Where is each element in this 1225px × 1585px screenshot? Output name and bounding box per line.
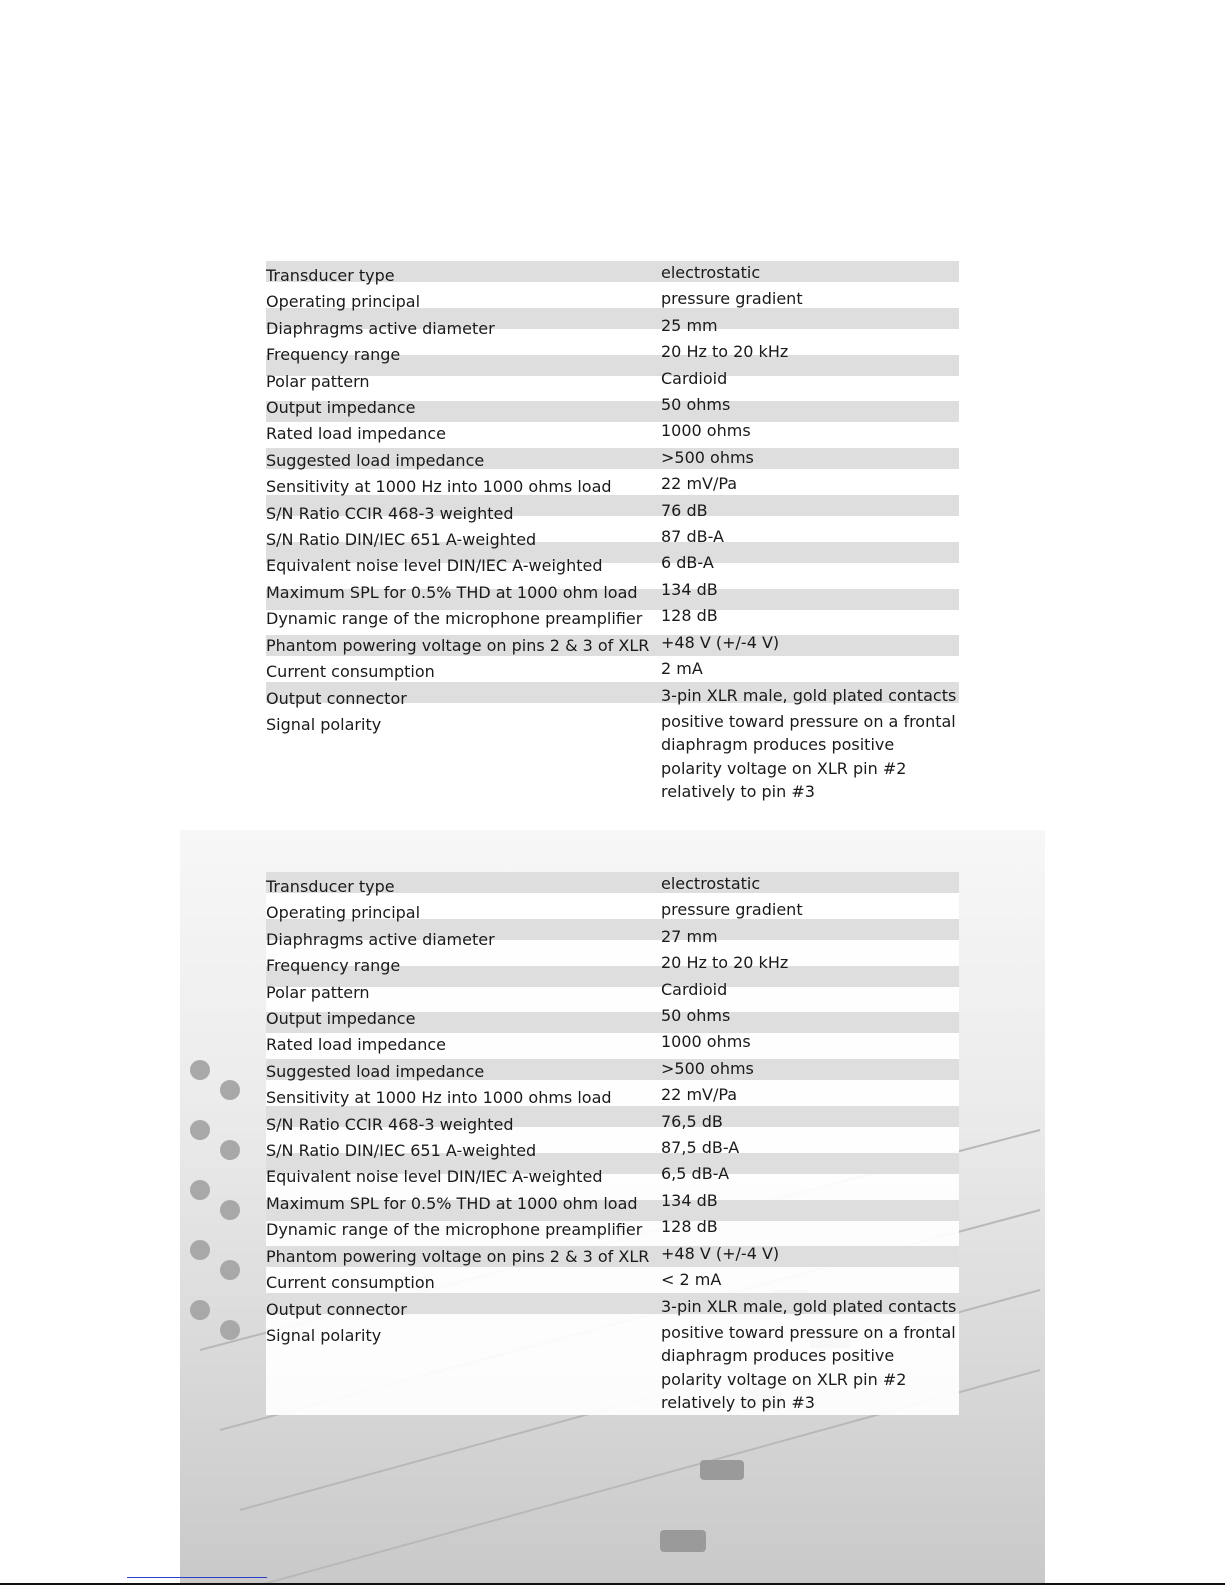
- spec-label: Transducer type: [266, 877, 395, 896]
- spec-label: Sensitivity at 1000 Hz into 1000 ohms load: [266, 477, 612, 497]
- spec-value: 3-pin XLR male, gold plated contacts: [661, 1296, 957, 1316]
- spec-row: [266, 472, 959, 498]
- spec-label: S/N Ratio CCIR 468-3 weighted: [266, 503, 514, 523]
- spec-row: [266, 1136, 959, 1162]
- spec-row: [266, 393, 959, 419]
- spec-value: 20 Hz to 20 kHz: [661, 342, 789, 362]
- spec-value: 6 dB-A: [661, 553, 714, 573]
- spec-row: [266, 314, 959, 340]
- spec-value: >500 ohms: [661, 447, 754, 467]
- spec-row: [266, 978, 959, 1004]
- spec-row: [266, 951, 959, 977]
- spec-value: 87,5 dB-A: [661, 1138, 740, 1158]
- spec-label: Suggested load impedance: [266, 1061, 485, 1081]
- spec-label: Rated load impedance: [266, 424, 446, 444]
- spec-value: 27 mm: [661, 926, 718, 946]
- spec-value: 3-pin XLR male, gold plated contacts: [661, 685, 957, 705]
- spec-label: Diaphragms active diameter: [266, 929, 495, 949]
- spec-row: [266, 1004, 959, 1030]
- spec-row: [266, 499, 959, 525]
- spec-row: [266, 631, 959, 657]
- spec-label: S/N Ratio DIN/IEC 651 A-weighted: [266, 1141, 537, 1161]
- spec-row: [266, 1189, 959, 1215]
- spec-row: [266, 898, 959, 924]
- spec-label: Rated load impedance: [266, 1035, 446, 1055]
- spec-value: pressure gradient: [661, 289, 803, 309]
- spec-label: Signal polarity: [266, 714, 382, 734]
- spec-row: [266, 551, 959, 577]
- spec-row: [266, 578, 959, 604]
- spec-value: 50 ohms: [661, 395, 731, 415]
- spec-value: +48 V (+/-4 V): [661, 632, 780, 652]
- spec-label: Dynamic range of the microphone preamplifier: [266, 1220, 643, 1240]
- spec-label: Current consumption: [266, 1273, 435, 1293]
- spec-label: Polar pattern: [266, 982, 370, 1002]
- spec-label: S/N Ratio DIN/IEC 651 A-weighted: [266, 530, 537, 550]
- spec-row: [266, 1268, 959, 1294]
- spec-value: pressure gradient: [661, 900, 803, 920]
- spec-label: Maximum SPL for 0.5% THD at 1000 ohm load: [266, 582, 638, 602]
- spec-table-2: [266, 872, 959, 1415]
- spec-label: Output connector: [266, 688, 407, 708]
- spec-row: [266, 684, 959, 710]
- spec-row: [266, 872, 959, 898]
- spec-label: Frequency range: [266, 345, 401, 365]
- spec-label: Phantom powering voltage on pins 2 & 3 of XLR: [266, 635, 650, 655]
- spec-label: Transducer type: [266, 266, 395, 285]
- spec-value: 87 dB-A: [661, 527, 724, 547]
- spec-value: 76 dB: [661, 500, 708, 520]
- spec-label: Sensitivity at 1000 Hz into 1000 ohms load: [266, 1088, 612, 1108]
- spec-value: 20 Hz to 20 kHz: [661, 953, 789, 973]
- spec-value: 134 dB: [661, 579, 718, 599]
- spec-value: electrostatic: [661, 263, 761, 282]
- spec-label: Output impedance: [266, 398, 416, 418]
- spec-value: 22 mV/Pa: [661, 1085, 738, 1105]
- spec-label: Signal polarity: [266, 1325, 382, 1345]
- spec-row: [266, 925, 959, 951]
- spec-label: Maximum SPL for 0.5% THD at 1000 ohm load: [266, 1193, 638, 1213]
- spec-label: Suggested load impedance: [266, 450, 485, 470]
- spec-row: [266, 1215, 959, 1241]
- spec-value: 50 ohms: [661, 1006, 731, 1026]
- spec-value: electrostatic: [661, 874, 761, 893]
- spec-value: 22 mV/Pa: [661, 474, 738, 494]
- spec-value: >500 ohms: [661, 1058, 754, 1078]
- spec-value: 2 mA: [661, 659, 703, 679]
- spec-value: 134 dB: [661, 1190, 718, 1210]
- spec-row: [266, 604, 959, 630]
- spec-row: [266, 340, 959, 366]
- spec-row: [266, 1162, 959, 1188]
- spec-label: Output connector: [266, 1299, 407, 1319]
- spec-value: positive toward pressure on a frontal diaphragm produces positive polarity voltage on XLR pin #2 relatively to pin #3: [661, 1322, 956, 1413]
- spec-value: 1000 ohms: [661, 421, 751, 441]
- spec-row: [266, 710, 959, 804]
- spec-label: Dynamic range of the microphone preamplifier: [266, 609, 643, 629]
- spec-row: [266, 1030, 959, 1056]
- spec-row: [266, 367, 959, 393]
- spec-label: Equivalent noise level DIN/IEC A-weighted: [266, 556, 603, 576]
- spec-row: [266, 419, 959, 445]
- spec-value: Cardioid: [661, 979, 728, 999]
- spec-label: Frequency range: [266, 956, 401, 976]
- spec-row: [266, 1295, 959, 1321]
- spec-label: Phantom powering voltage on pins 2 & 3 of XLR: [266, 1246, 650, 1266]
- spec-label: Equivalent noise level DIN/IEC A-weighted: [266, 1167, 603, 1187]
- spec-table-1: [266, 261, 959, 804]
- spec-row: [266, 525, 959, 551]
- spec-label: Output impedance: [266, 1009, 416, 1029]
- spec-label: Polar pattern: [266, 371, 370, 391]
- spec-value: positive toward pressure on a frontal diaphragm produces positive polarity voltage on XLR pin #2 relatively to pin #3: [661, 711, 956, 802]
- spec-row: [266, 1242, 959, 1268]
- spec-label: Current consumption: [266, 662, 435, 682]
- spec-value: 1000 ohms: [661, 1032, 751, 1052]
- spec-row: [266, 1110, 959, 1136]
- spec-value: 6,5 dB-A: [661, 1164, 730, 1184]
- spec-value: < 2 mA: [661, 1270, 722, 1290]
- spec-label: S/N Ratio CCIR 468-3 weighted: [266, 1114, 514, 1134]
- footer-link-underline: [127, 1577, 267, 1578]
- spec-row: [266, 261, 959, 287]
- spec-row: [266, 657, 959, 683]
- spec-value: 25 mm: [661, 315, 718, 335]
- spec-row: [266, 1057, 959, 1083]
- spec-value: 128 dB: [661, 1217, 718, 1237]
- spec-value: Cardioid: [661, 368, 728, 388]
- spec-label: Operating principal: [266, 292, 421, 312]
- spec-row: [266, 1321, 959, 1415]
- spec-row: [266, 446, 959, 472]
- spec-value: 128 dB: [661, 606, 718, 626]
- spec-row: [266, 1083, 959, 1109]
- spec-row: [266, 287, 959, 313]
- spec-label: Diaphragms active diameter: [266, 318, 495, 338]
- spec-label: Operating principal: [266, 903, 421, 923]
- spec-value: +48 V (+/-4 V): [661, 1243, 780, 1263]
- spec-value: 76,5 dB: [661, 1111, 723, 1131]
